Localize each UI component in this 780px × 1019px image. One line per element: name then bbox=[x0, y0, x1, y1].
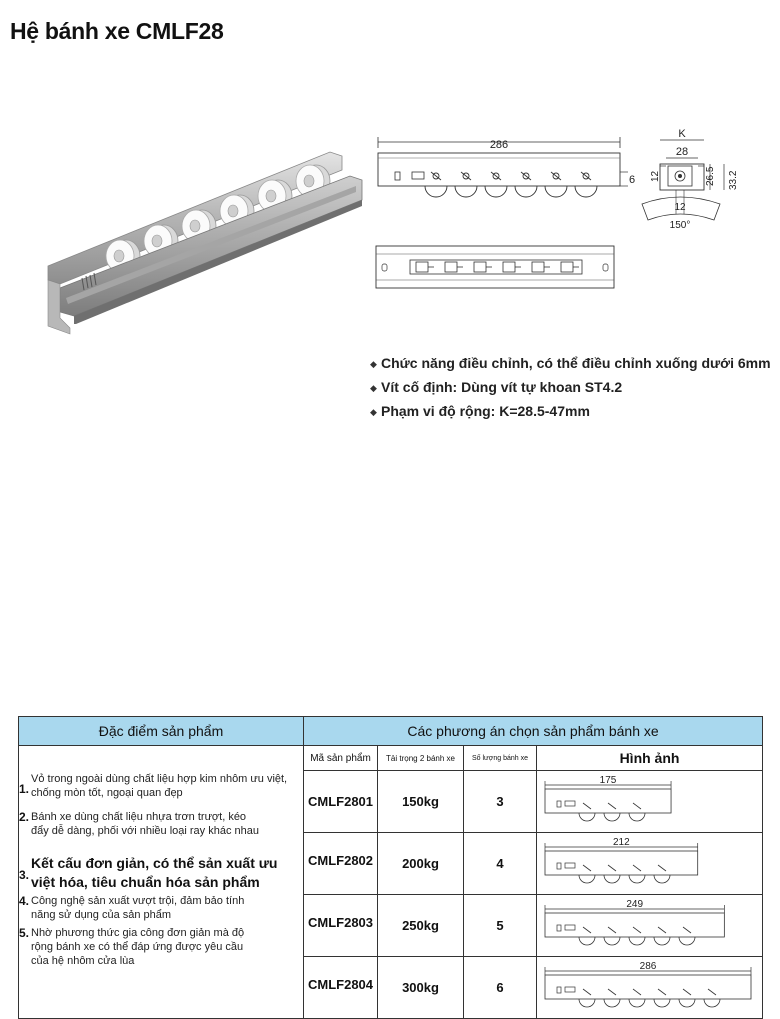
product-feature-4: 4. Công nghệ sản xuất vượt trội, đảm bảo tính năng sử dụng của sản phẩm bbox=[19, 894, 245, 921]
row-length-label: 249 bbox=[626, 899, 644, 910]
offset-label: 6 bbox=[629, 174, 635, 186]
product-load: 250kg bbox=[378, 895, 464, 957]
feature-text: Phạm vi độ rộng: K=28.5-47mm bbox=[381, 403, 590, 419]
product-load: 200kg bbox=[378, 833, 464, 895]
product-code: CMLF2802 bbox=[304, 833, 378, 895]
wheel-outline-icon bbox=[629, 865, 645, 883]
wheel-outline-icon bbox=[425, 172, 447, 197]
wheel-outline-icon bbox=[579, 989, 595, 1007]
adjuster-icon bbox=[565, 987, 575, 992]
bottom-label: 12 bbox=[674, 202, 686, 213]
wheel-outline-icon bbox=[604, 865, 620, 883]
rail-outline bbox=[545, 975, 751, 999]
wheel-slot-icon bbox=[445, 262, 463, 272]
wheel-outline-icon bbox=[485, 172, 507, 197]
product-load: 150kg bbox=[378, 771, 464, 833]
col-qty-header: Số lượng bánh xe bbox=[464, 746, 537, 771]
screw-slot-icon bbox=[557, 925, 561, 931]
h1-label: 12 bbox=[650, 170, 661, 182]
product-load: 300kg bbox=[378, 957, 464, 1019]
product-code: CMLF2804 bbox=[304, 957, 378, 1019]
product-drawing bbox=[537, 771, 761, 827]
rail-outline bbox=[545, 789, 671, 813]
feature-item bbox=[370, 402, 771, 426]
wheel-slot-icon bbox=[561, 262, 579, 272]
adjuster-icon bbox=[565, 863, 575, 868]
cross-section-drawing bbox=[636, 124, 748, 234]
col-load-header: Tải trọng 2 bánh xe bbox=[378, 746, 464, 771]
diamond-bullet-icon: ◆ bbox=[370, 383, 377, 393]
product-qty: 4 bbox=[464, 833, 537, 895]
screw-slot-icon bbox=[557, 987, 561, 993]
product-drawing bbox=[537, 895, 761, 951]
diamond-bullet-icon: ◆ bbox=[370, 407, 377, 417]
k-label: K bbox=[678, 128, 686, 140]
product-image bbox=[40, 148, 370, 338]
wheel-outline-icon bbox=[604, 989, 620, 1007]
left-header: Đặc điểm sản phẩm bbox=[19, 717, 304, 746]
product-code: CMLF2803 bbox=[304, 895, 378, 957]
spec-table bbox=[18, 716, 763, 1019]
row-length-label: 286 bbox=[639, 961, 657, 972]
row-length-label: 212 bbox=[613, 837, 630, 848]
product-qty: 3 bbox=[464, 771, 537, 833]
wheel-outline-icon bbox=[604, 927, 620, 945]
product-feature-1: 1. Vỏ trong ngoài dùng chất liệu hợp kim nhôm ưu việt, chống mòn tốt, ngoại quan đẹp bbox=[19, 773, 288, 799]
wheel-outline-icon bbox=[545, 172, 567, 197]
product-qty: 6 bbox=[464, 957, 537, 1019]
wheel-outline-icon bbox=[575, 172, 597, 197]
product-feature-2: 2. Bánh xe dùng chất liệu nhựa trơn trượt, kéo đẩy dễ dàng, phối với nhiều loại ray khác nhau bbox=[19, 810, 259, 837]
screw-slot-icon bbox=[557, 863, 561, 869]
product-feature-5: 5. Nhờ phương thức gia công đơn giản mà độ rộng bánh xe có thể đáp ứng được yêu cầu của hệ nhôm cửa lùa bbox=[19, 926, 245, 967]
wheel-outline-icon bbox=[455, 172, 477, 197]
h3-label: 33.2 bbox=[728, 170, 739, 190]
diamond-bullet-icon: ◆ bbox=[370, 359, 377, 369]
adjuster-icon bbox=[565, 925, 575, 930]
wheel-outline-icon bbox=[579, 927, 595, 945]
width-label: 28 bbox=[675, 146, 689, 158]
wheel-slot-icon bbox=[503, 262, 521, 272]
row-length-label: 175 bbox=[599, 775, 617, 786]
product-drawing bbox=[537, 957, 761, 1013]
right-header: Các phương án chọn sản phẩm bánh xe bbox=[304, 717, 763, 746]
feature-item bbox=[370, 378, 771, 402]
wheel-outline-icon bbox=[515, 172, 537, 197]
wheel-outline-icon bbox=[629, 803, 645, 821]
feature-item bbox=[370, 354, 771, 378]
feature-text: Chức năng điều chỉnh, có thể điều chỉnh xuống dưới 6mm bbox=[381, 355, 771, 371]
h2-label: 26.5 bbox=[705, 166, 716, 186]
wheel-slot-icon bbox=[416, 262, 434, 272]
angle-label: 150° bbox=[669, 220, 691, 231]
screw-slot-icon bbox=[557, 801, 561, 807]
product-code: CMLF2801 bbox=[304, 771, 378, 833]
wheel-outline-icon bbox=[679, 989, 695, 1007]
product-drawing bbox=[537, 833, 761, 889]
wheel-outline-icon bbox=[704, 989, 720, 1007]
product-qty: 5 bbox=[464, 895, 537, 957]
side-view-drawing bbox=[370, 132, 635, 202]
length-label: 286 bbox=[489, 139, 509, 151]
wheel-outline-icon bbox=[579, 803, 595, 821]
wheel-outline-icon bbox=[679, 927, 695, 945]
plan-view-drawing bbox=[370, 240, 620, 295]
wheel-outline-icon bbox=[654, 927, 670, 945]
col-code-header: Mã sản phẩm bbox=[304, 746, 378, 771]
feature-list bbox=[370, 354, 771, 426]
wheel-slot-icon bbox=[474, 262, 492, 272]
feature-text: Vít cố định: Dùng vít tự khoan ST4.2 bbox=[381, 379, 623, 395]
adjuster-icon bbox=[565, 801, 575, 806]
wheel-outline-icon bbox=[629, 927, 645, 945]
page-title: Hệ bánh xe CMLF28 bbox=[10, 18, 224, 44]
wheel-outline-icon bbox=[604, 803, 620, 821]
product-features-cell bbox=[19, 746, 304, 1019]
wheel-slot-icon bbox=[532, 262, 550, 272]
wheel-outline-icon bbox=[629, 989, 645, 1007]
col-image-header: Hình ảnh bbox=[537, 746, 763, 771]
wheel-outline-icon bbox=[654, 865, 670, 883]
product-feature-3: 3. Kết cấu đơn giản, có thể sản xuất ưu việt hóa, tiêu chuẩn hóa sản phẩm bbox=[19, 855, 278, 890]
wheel-outline-icon bbox=[579, 865, 595, 883]
wheel-outline-icon bbox=[654, 989, 670, 1007]
